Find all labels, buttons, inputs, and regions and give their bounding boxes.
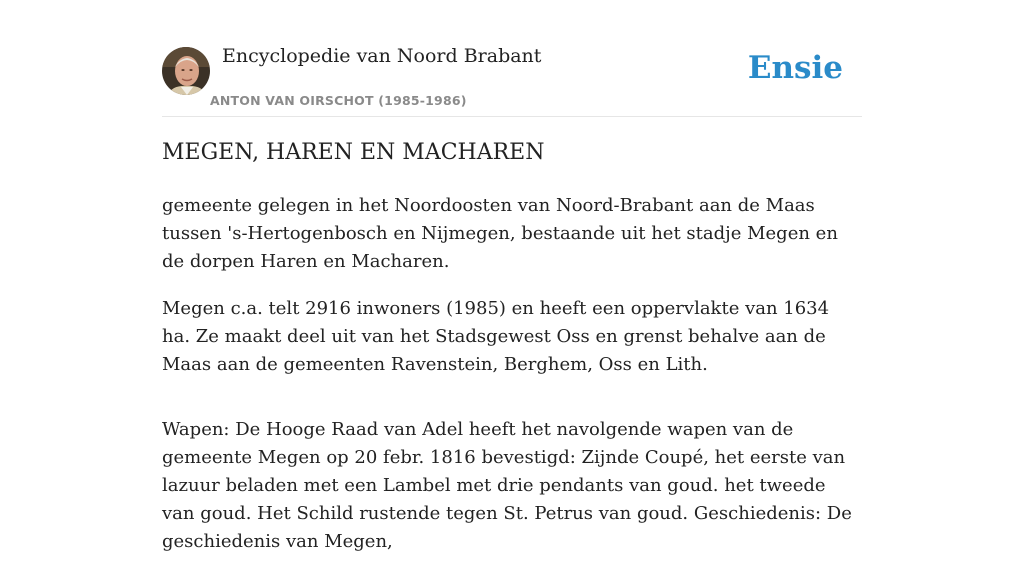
author-name[interactable]: ANTON VAN OIRSCHOT (1985-1986) (210, 93, 467, 108)
article-paragraph: Wapen: De Hooge Raad van Adel heeft het navolgende wapen van de gemeente Megen op 20 febr. 1816 bevestigd: Zijnde Coupé, het eerste van lazuur beladen met een Lambel met drie pendants van goud. het tweede van goud. Het Schild rustende tegen St. Petrus van goud. Geschiedenis: De geschiedenis van Megen, (162, 419, 852, 552)
book-header (162, 0, 862, 117)
article-paragraph: gemeente gelegen in het Noordoosten van Noord-Brabant aan de Maas tussen 's-Hertogenbosch en Nijmegen, bestaande uit het stadje Megen en de dorpen Haren en Macharen. (162, 195, 838, 272)
article-page (162, 0, 862, 552)
author-avatar[interactable] (162, 47, 210, 95)
ensie-logo-link[interactable]: Ensie (747, 50, 843, 86)
article-title: MEGEN, HAREN EN MACHAREN (162, 140, 545, 165)
article-paragraph: Megen c.a. telt 2916 inwoners (1985) en heeft een oppervlakte van 1634 ha. Ze maakt deel uit van het Stadsgewest Oss en grenst behalve aan de Maas aan de gemeenten Ravenstein, Berghem, Oss en Lith. (162, 298, 830, 375)
book-title[interactable]: Encyclopedie van Noord Brabant (222, 45, 542, 67)
article-body (162, 192, 862, 575)
author-portrait-icon (162, 47, 210, 95)
